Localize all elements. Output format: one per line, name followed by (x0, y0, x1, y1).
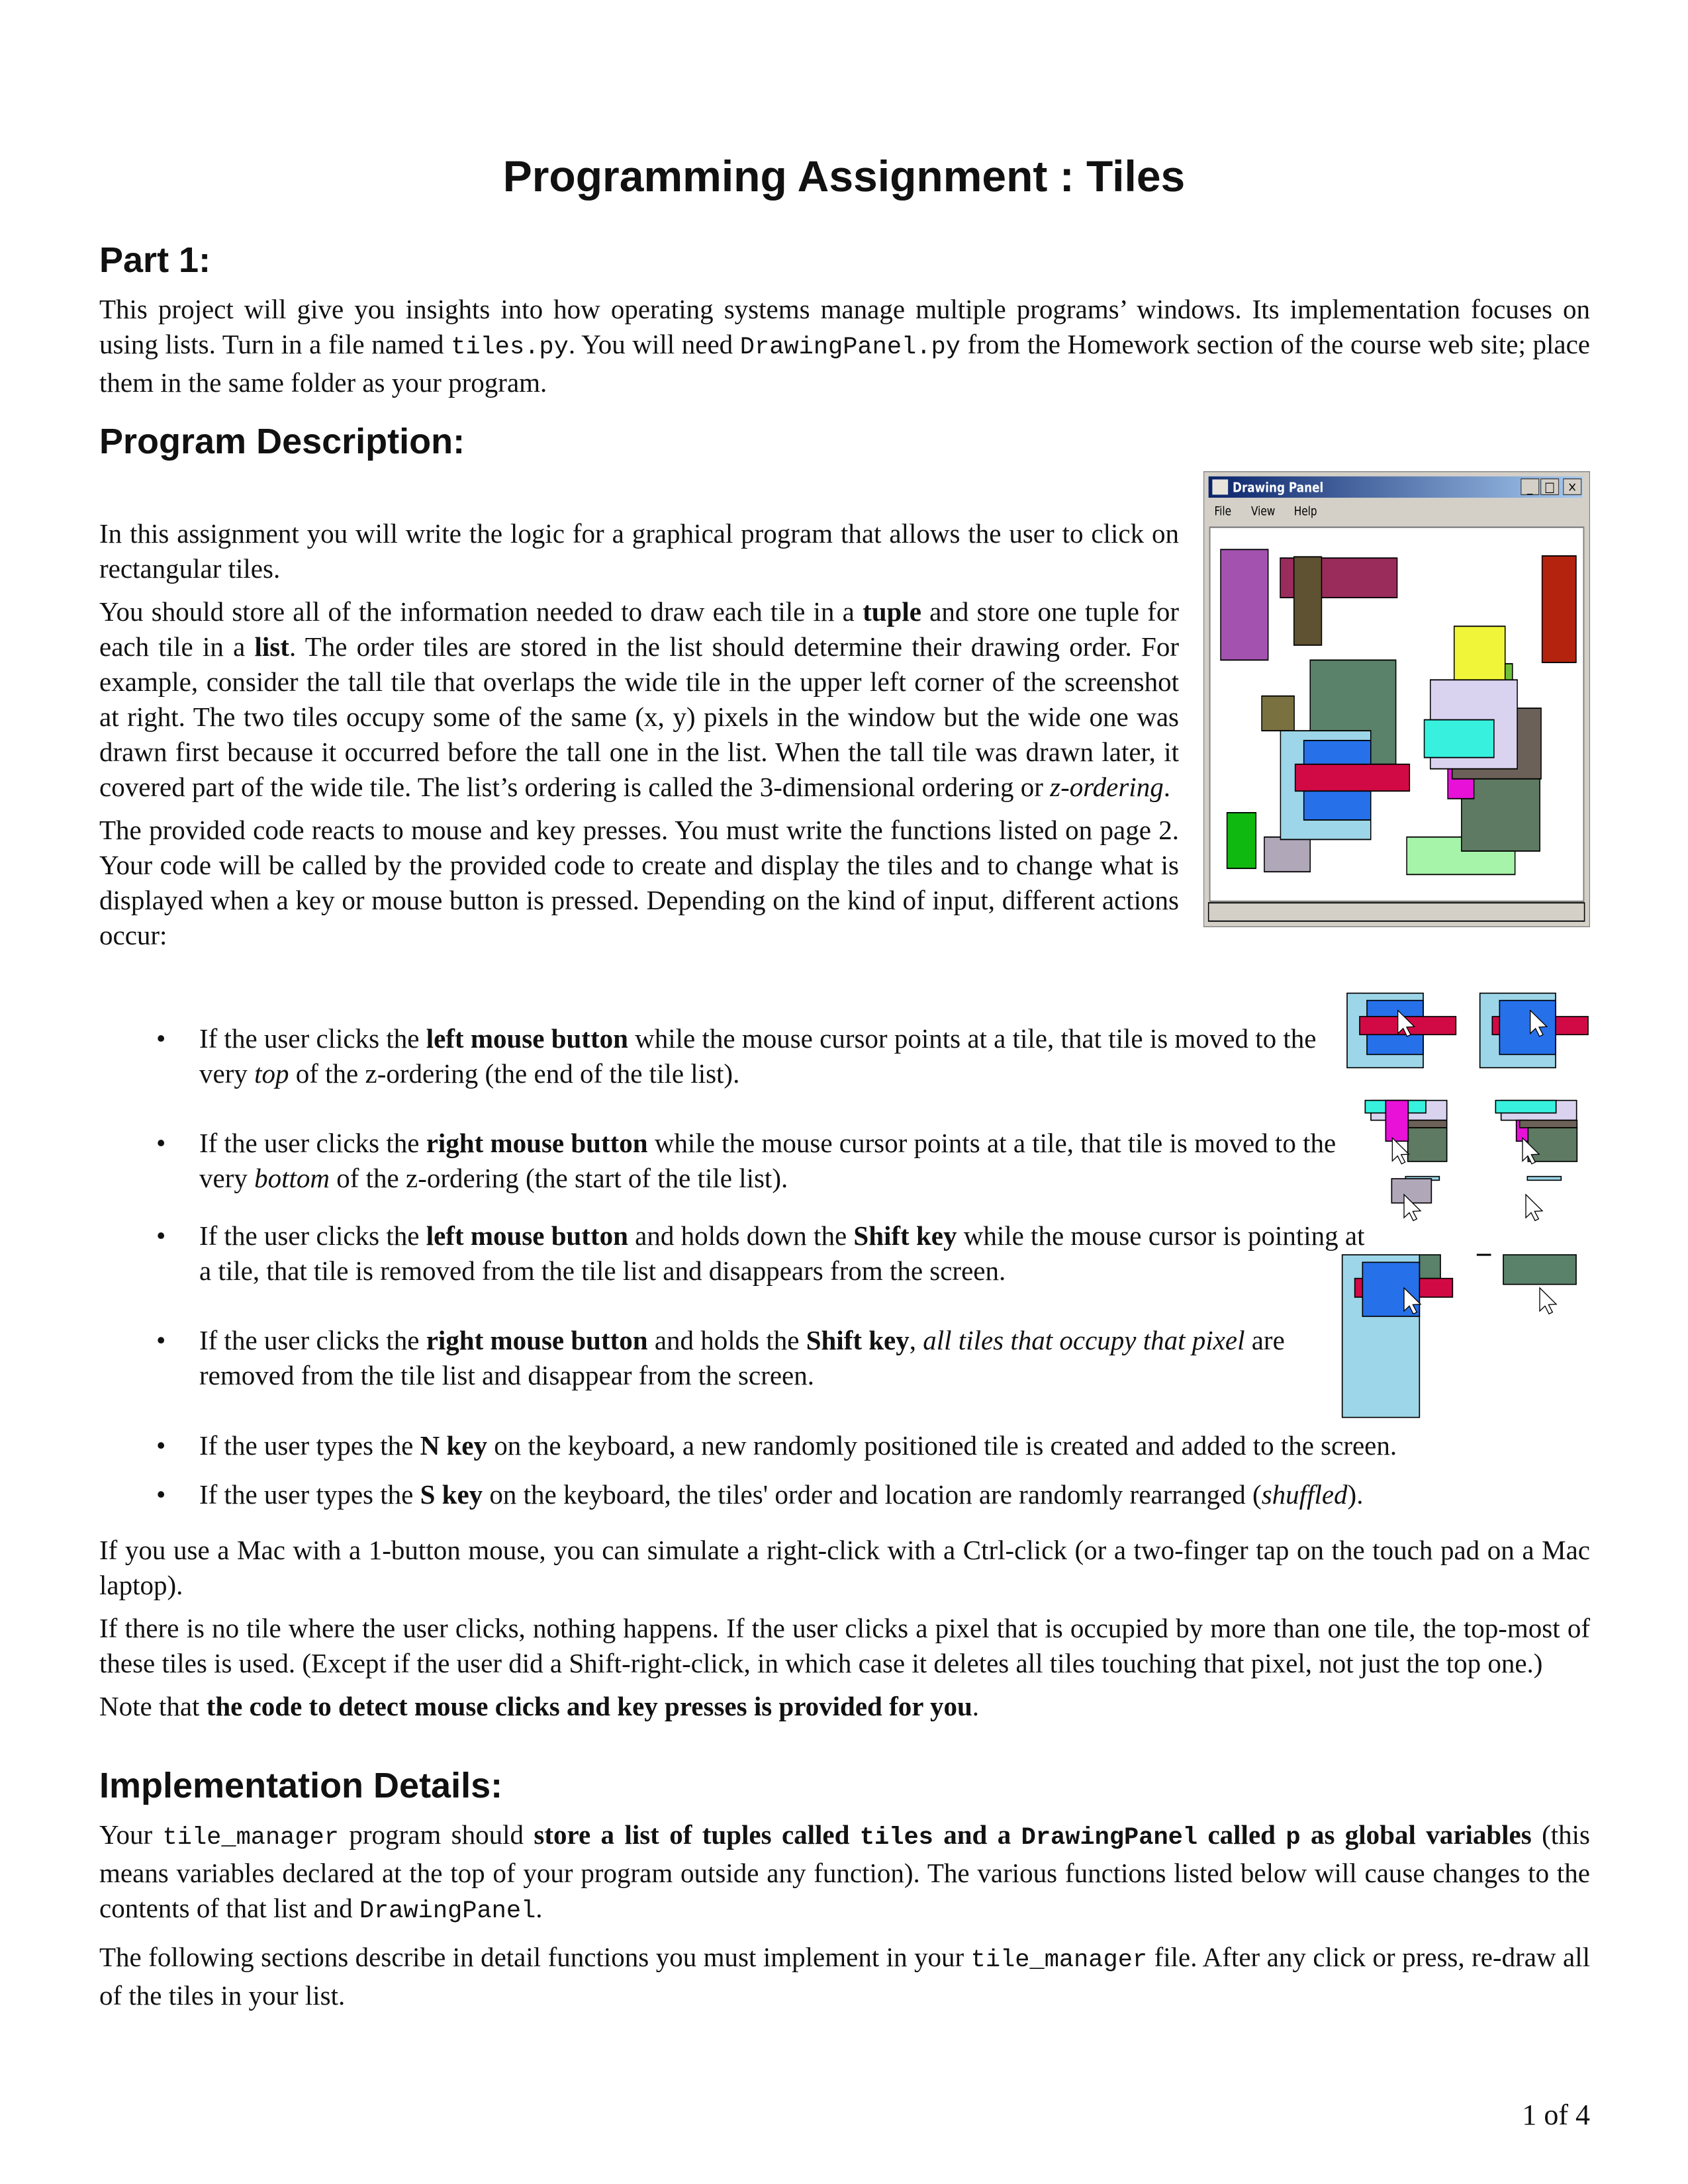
text-run: If the user types the (199, 1479, 420, 1510)
text-run: , (909, 1325, 923, 1355)
text-run: . (1163, 772, 1170, 802)
text-run: If you use a Mac with a 1-button mouse, you can simulate a right-click with a Ctrl-click (or a two-finger tap on the touch pad on a Mac laptop). (99, 1535, 1590, 1600)
menu-view[interactable]: View (1250, 503, 1276, 518)
program-description-heading: Program Description: (99, 422, 465, 461)
text-run: If the user clicks the (199, 1023, 426, 1054)
text-run: Shift key (806, 1325, 910, 1355)
bullet-dot: • (156, 1325, 166, 1355)
text-run: Note that (99, 1691, 207, 1721)
tile (1391, 1179, 1431, 1203)
page-title: Programming Assignment : Tiles (502, 152, 1186, 201)
java-icon (1212, 479, 1228, 494)
part1-heading: Part 1: (99, 240, 211, 280)
code-text: DrawingPanel (1021, 1824, 1198, 1852)
tile (1385, 1101, 1408, 1142)
bullet-text (199, 1323, 1321, 1393)
text-run: . (536, 1893, 543, 1923)
bullet-text (199, 1021, 1325, 1091)
bullet-dot: • (156, 1128, 166, 1158)
tile (1503, 1255, 1576, 1285)
tile (1499, 1001, 1556, 1055)
code-text: p (1286, 1824, 1301, 1852)
text-run: If the user clicks the (199, 1128, 426, 1158)
tile (1264, 837, 1310, 872)
tile (1425, 720, 1494, 758)
tile (1408, 1128, 1447, 1161)
tile (1527, 1177, 1561, 1181)
text-run: In this assignment you will write the logic for a graphical program that allows the user to click on rectangular tiles. (99, 518, 1179, 584)
tile (1542, 556, 1576, 662)
text-run: right mouse button (426, 1325, 648, 1355)
text-run: . The order tiles are stored in the list should determine their drawing order. For example, consider the tall tile that overlaps the wide tile in the upper left corner of the screenshot at right. The two tiles occupy some of the same (x, y) pixels in the window but the wide one was drawn first because it occurred before the tall one in the list. When the tall tile was drawn later, it covered part of the wide tile. The list’s ordering is called the 3-dimensional ordering or (99, 631, 1179, 802)
description-paragraph (99, 594, 1179, 805)
text-run: If the user clicks the (199, 1325, 426, 1355)
bullet-text (199, 1428, 1622, 1463)
text-run: and holds the (647, 1325, 806, 1355)
text-run: of the z-ordering (the start of the tile list). (330, 1163, 788, 1193)
tile (1408, 1120, 1447, 1128)
code-text: tile_manager (970, 1946, 1148, 1974)
text-run: of the z-ordering (the end of the tile list). (289, 1058, 740, 1089)
text-run: The provided code reacts to mouse and key presses. You must write the functions listed on page 2. Your code will be called by the provided code to create and display the tiles and to change what is displayed when a key or mouse button is pressed. Depending on the kind of input, different actions occur: (99, 815, 1179, 950)
text-run: Shift key (853, 1220, 957, 1251)
text-run: left mouse button (426, 1220, 628, 1251)
code-text: tiles.py (451, 334, 569, 361)
tile (1294, 557, 1322, 645)
provided-code-note (99, 1689, 1590, 1724)
no-tile-paragraph (99, 1611, 1590, 1681)
tile (1528, 1128, 1577, 1161)
text-run: shuffled (1261, 1479, 1348, 1510)
text-run: and holds down the (628, 1220, 854, 1251)
text-run: If the user clicks the (199, 1220, 426, 1251)
bullet-text (199, 1126, 1348, 1196)
text-run: Your (99, 1819, 163, 1850)
code-text: tiles (859, 1824, 933, 1852)
text-run: You should store all of the information needed to draw each tile in a (99, 596, 863, 627)
implementation-paragraph (99, 1940, 1590, 2013)
tile (1505, 664, 1513, 680)
bullet-dot: • (156, 1430, 166, 1461)
text-run: all tiles that occupy that pixel (923, 1325, 1245, 1355)
text-run: tuple (863, 596, 921, 627)
bullet-illustrations (1331, 979, 1609, 1430)
bullet-text (199, 1218, 1371, 1289)
text-run: while the mouse cursor points at a tile, that tile is moved to the very (199, 1128, 1336, 1193)
text-run: z-ordering (1050, 772, 1164, 802)
mouse-cursor-icon (1526, 1195, 1542, 1220)
implementation-heading: Implementation Details: (99, 1766, 503, 1805)
text-run: ). (1347, 1479, 1364, 1510)
page-number: 1 of 4 (1522, 2099, 1590, 2131)
text-run: on the keyboard, the tiles' order and location are randomly rearranged ( (483, 1479, 1262, 1510)
tile (1454, 626, 1505, 680)
text-run: called (1197, 1819, 1286, 1850)
text-run: are removed from the tile list and disappear from the screen. (199, 1325, 1285, 1390)
text-run: store a list of tuples called (534, 1819, 860, 1850)
text-run: (this means variables declared at the top of your program outside any function). The various functions listed below will cause changes to the contents of that list and (99, 1819, 1590, 1923)
code-text: DrawingPanel (359, 1897, 536, 1925)
text-run: right mouse button (426, 1128, 648, 1158)
text-run: If the user types the (199, 1430, 420, 1461)
text-run: from the Homework section of the course web site; place them in the same folder as your program. (99, 329, 1590, 398)
tile (1221, 549, 1268, 660)
tile (1520, 1120, 1577, 1128)
implementation-paragraph (99, 1817, 1590, 1929)
tile (1262, 696, 1294, 731)
window-title: Drawing Panel (1233, 480, 1324, 496)
intro-paragraph (99, 292, 1590, 400)
mouse-cursor-icon (1392, 1138, 1409, 1163)
text-run: N key (420, 1430, 487, 1461)
text-run: while the mouse cursor points at a tile, that tile is moved to the very (199, 1023, 1317, 1089)
text-run: list (254, 631, 289, 662)
code-text: DrawingPanel.py (739, 334, 961, 361)
bullet-dot: • (156, 1479, 166, 1510)
menu-file[interactable]: File (1214, 503, 1232, 518)
text-run: as global variables (1300, 1819, 1532, 1850)
dash (1477, 1254, 1491, 1255)
text-run: left mouse button (426, 1023, 628, 1054)
text-run: If there is no tile where the user clicks, nothing happens. If the user clicks a pixel that is occupied by more than one tile, the top-most of these tiles is used. (Except if the user did a Shift-right-click, in which case it deletes all tiles touching that pixel, not just the top one.) (99, 1613, 1590, 1678)
text-run: and a (933, 1819, 1021, 1850)
text-run: and store one tuple for each tile in a (99, 596, 1179, 662)
text-run: The following sections describe in detail functions you must implement in your (99, 1942, 971, 1972)
text-run: S key (420, 1479, 483, 1510)
tile (1419, 1255, 1440, 1279)
text-run: This project will give you insights into how operating systems manage multiple programs’ windows. Its implementation focuses on using lists. Turn in a file named (99, 294, 1590, 359)
status-bar (1209, 903, 1585, 921)
maximize-icon: □ (1544, 479, 1556, 495)
text-run: program should (339, 1819, 534, 1850)
tile (1495, 1101, 1556, 1113)
menu-help[interactable]: Help (1293, 503, 1317, 518)
text-run: on the keyboard, a new randomly positioned tile is created and added to the screen. (487, 1430, 1397, 1461)
tile (1227, 813, 1256, 868)
mouse-cursor-icon (1540, 1288, 1556, 1314)
text-run: . You will need (568, 329, 740, 359)
text-run: top (254, 1058, 289, 1089)
tile (1295, 764, 1410, 792)
text-run: bottom (254, 1163, 330, 1193)
text-run: while the mouse cursor is pointing at a tile, that tile is removed from the tile list and disappears from the screen. (199, 1220, 1365, 1286)
bullet-text (199, 1477, 1622, 1512)
description-paragraph (99, 516, 1179, 586)
bullet-dot: • (156, 1220, 166, 1251)
drawing-panel-screenshot (1203, 471, 1590, 927)
bullet-dot: • (156, 1023, 166, 1054)
minimize-icon: _ (1527, 479, 1533, 495)
window-buttons (1521, 479, 1581, 495)
code-text: tile_manager (162, 1824, 339, 1852)
text-run: file. After any click or press, re-draw all of the tiles in your list. (99, 1942, 1590, 2011)
text-run: the code to detect mouse clicks and key presses is provided for you (206, 1691, 972, 1721)
text-run: . (972, 1691, 980, 1721)
close-icon: × (1568, 479, 1577, 495)
description-paragraph (99, 813, 1179, 953)
mac-note-paragraph (99, 1533, 1590, 1603)
